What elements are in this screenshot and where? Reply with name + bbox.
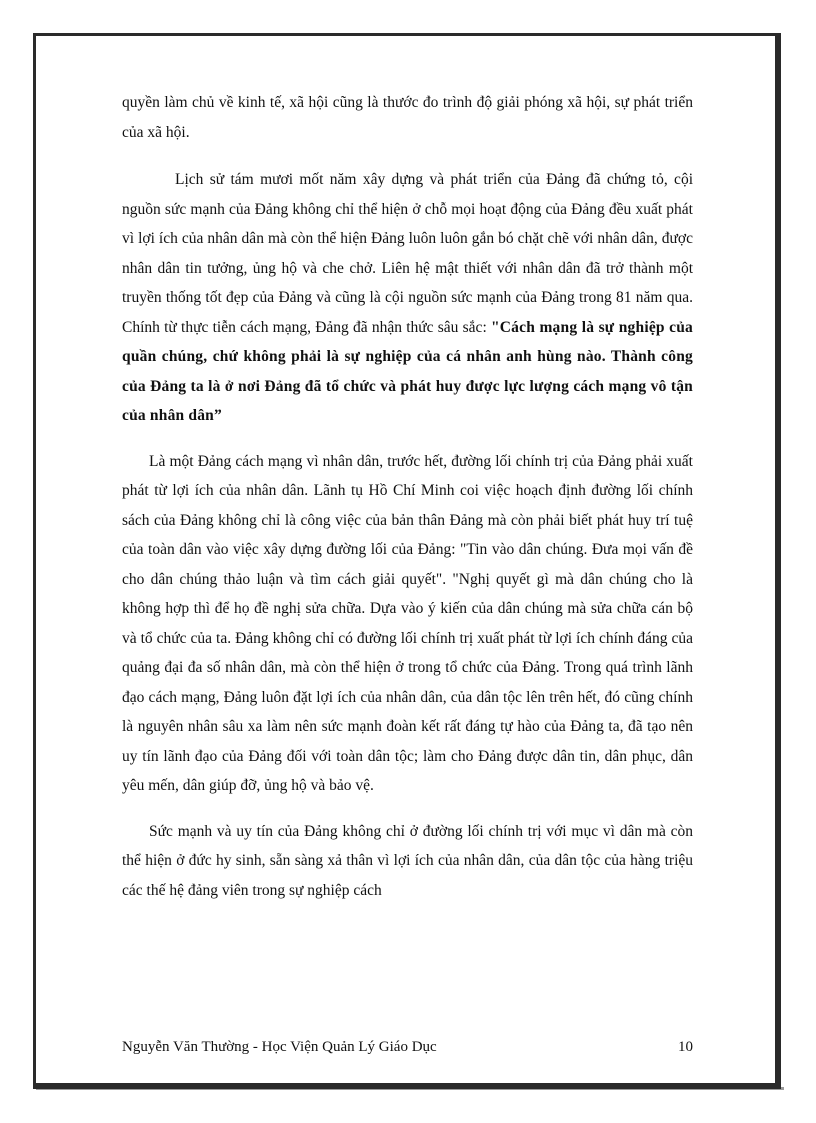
document-body	[122, 88, 693, 905]
footer-page-number: 10	[678, 1039, 693, 1055]
paragraph-2-text: Lịch sử tám mươi mốt năm xây dựng và phát triển của Đảng đã chứng tỏ, cội nguồn sức mạnh của Đảng không chỉ thể hiện ở chỗ mọi hoạt động của Đảng đều xuất phát vì lợi ích của nhân dân mà còn thể hiện Đảng luôn luôn gắn bó chặt chẽ với nhân dân, được nhân dân tin tưởng, ủng hộ và che chở. Liên hệ mật thiết với nhân dân đã trở thành một truyền thống tốt đẹp của Đảng và cũng là cội nguồn sức mạnh của Đảng trong 81 năm qua. Chính từ thực tiễn cách mạng, Đảng đã nhận thức sâu sắc:	[122, 171, 693, 336]
footer-author-institution: Nguyễn Văn Thường - Học Viện Quản Lý Giáo Dục	[122, 1039, 437, 1055]
paragraph-2	[122, 165, 693, 431]
page-footer	[122, 1039, 693, 1056]
paragraph-3: Là một Đảng cách mạng vì nhân dân, trước hết, đường lối chính trị của Đảng phải xuất phát từ lợi ích của nhân dân. Lãnh tụ Hồ Chí Minh coi việc hoạch định đường lối chính sách của Đảng không chỉ là công việc của bản thân Đảng mà còn phải biết phát huy trí tuệ của toàn dân vào việc xây dựng đường lối của Đảng: "Tin vào dân chúng. Đưa mọi vấn đề cho dân chúng thảo luận và tìm cách giải quyết". "Nghị quyết gì mà dân chúng cho là không hợp thì để họ đề nghị sửa chữa. Dựa vào ý kiến của dân chúng mà sửa chữa cán bộ và tổ chức của ta. Đảng không chỉ có đường lối chính trị xuất phát từ lợi ích chính đáng của quảng đại đa số nhân dân, mà còn thể hiện ở trong tổ chức của Đảng. Trong quá trình lãnh đạo cách mạng, Đảng luôn đặt lợi ích của nhân dân, của dân tộc lên trên hết, đó cũng chính là nguyên nhân sâu xa làm nên sức mạnh đoàn kết rất đáng tự hào của Đảng ta, đã tạo nên uy tín lãnh đạo của Đảng đối với toàn dân tộc; làm cho Đảng được dân tin, dân phục, dân yêu mến, dân giúp đỡ, ủng hộ và bảo vệ.	[122, 452, 693, 794]
paragraph-4: Sức mạnh và uy tín của Đảng không chỉ ở đường lối chính trị với mục vì dân mà còn thể hiện ở đức hy sinh, sẵn sàng xả thân vì lợi ích của nhân dân, của dân tộc của hàng triệu các thế hệ đảng viên trong sự nghiệp cách	[122, 822, 693, 899]
paragraph-1: quyền làm chủ về kinh tế, xã hội cũng là thước đo trình độ giải phóng xã hội, sự phát triển của xã hội.	[122, 94, 693, 141]
paragraph-2-bold-quote: "Cách mạng là sự nghiệp của quần chúng, chứ không phải là sự nghiệp của cá nhân anh hùng nào. Thành công của Đảng ta là ở nơi Đảng đã tổ chức và phát huy được lực lượng cách mạng vô tận của nhân dân”	[122, 318, 693, 424]
